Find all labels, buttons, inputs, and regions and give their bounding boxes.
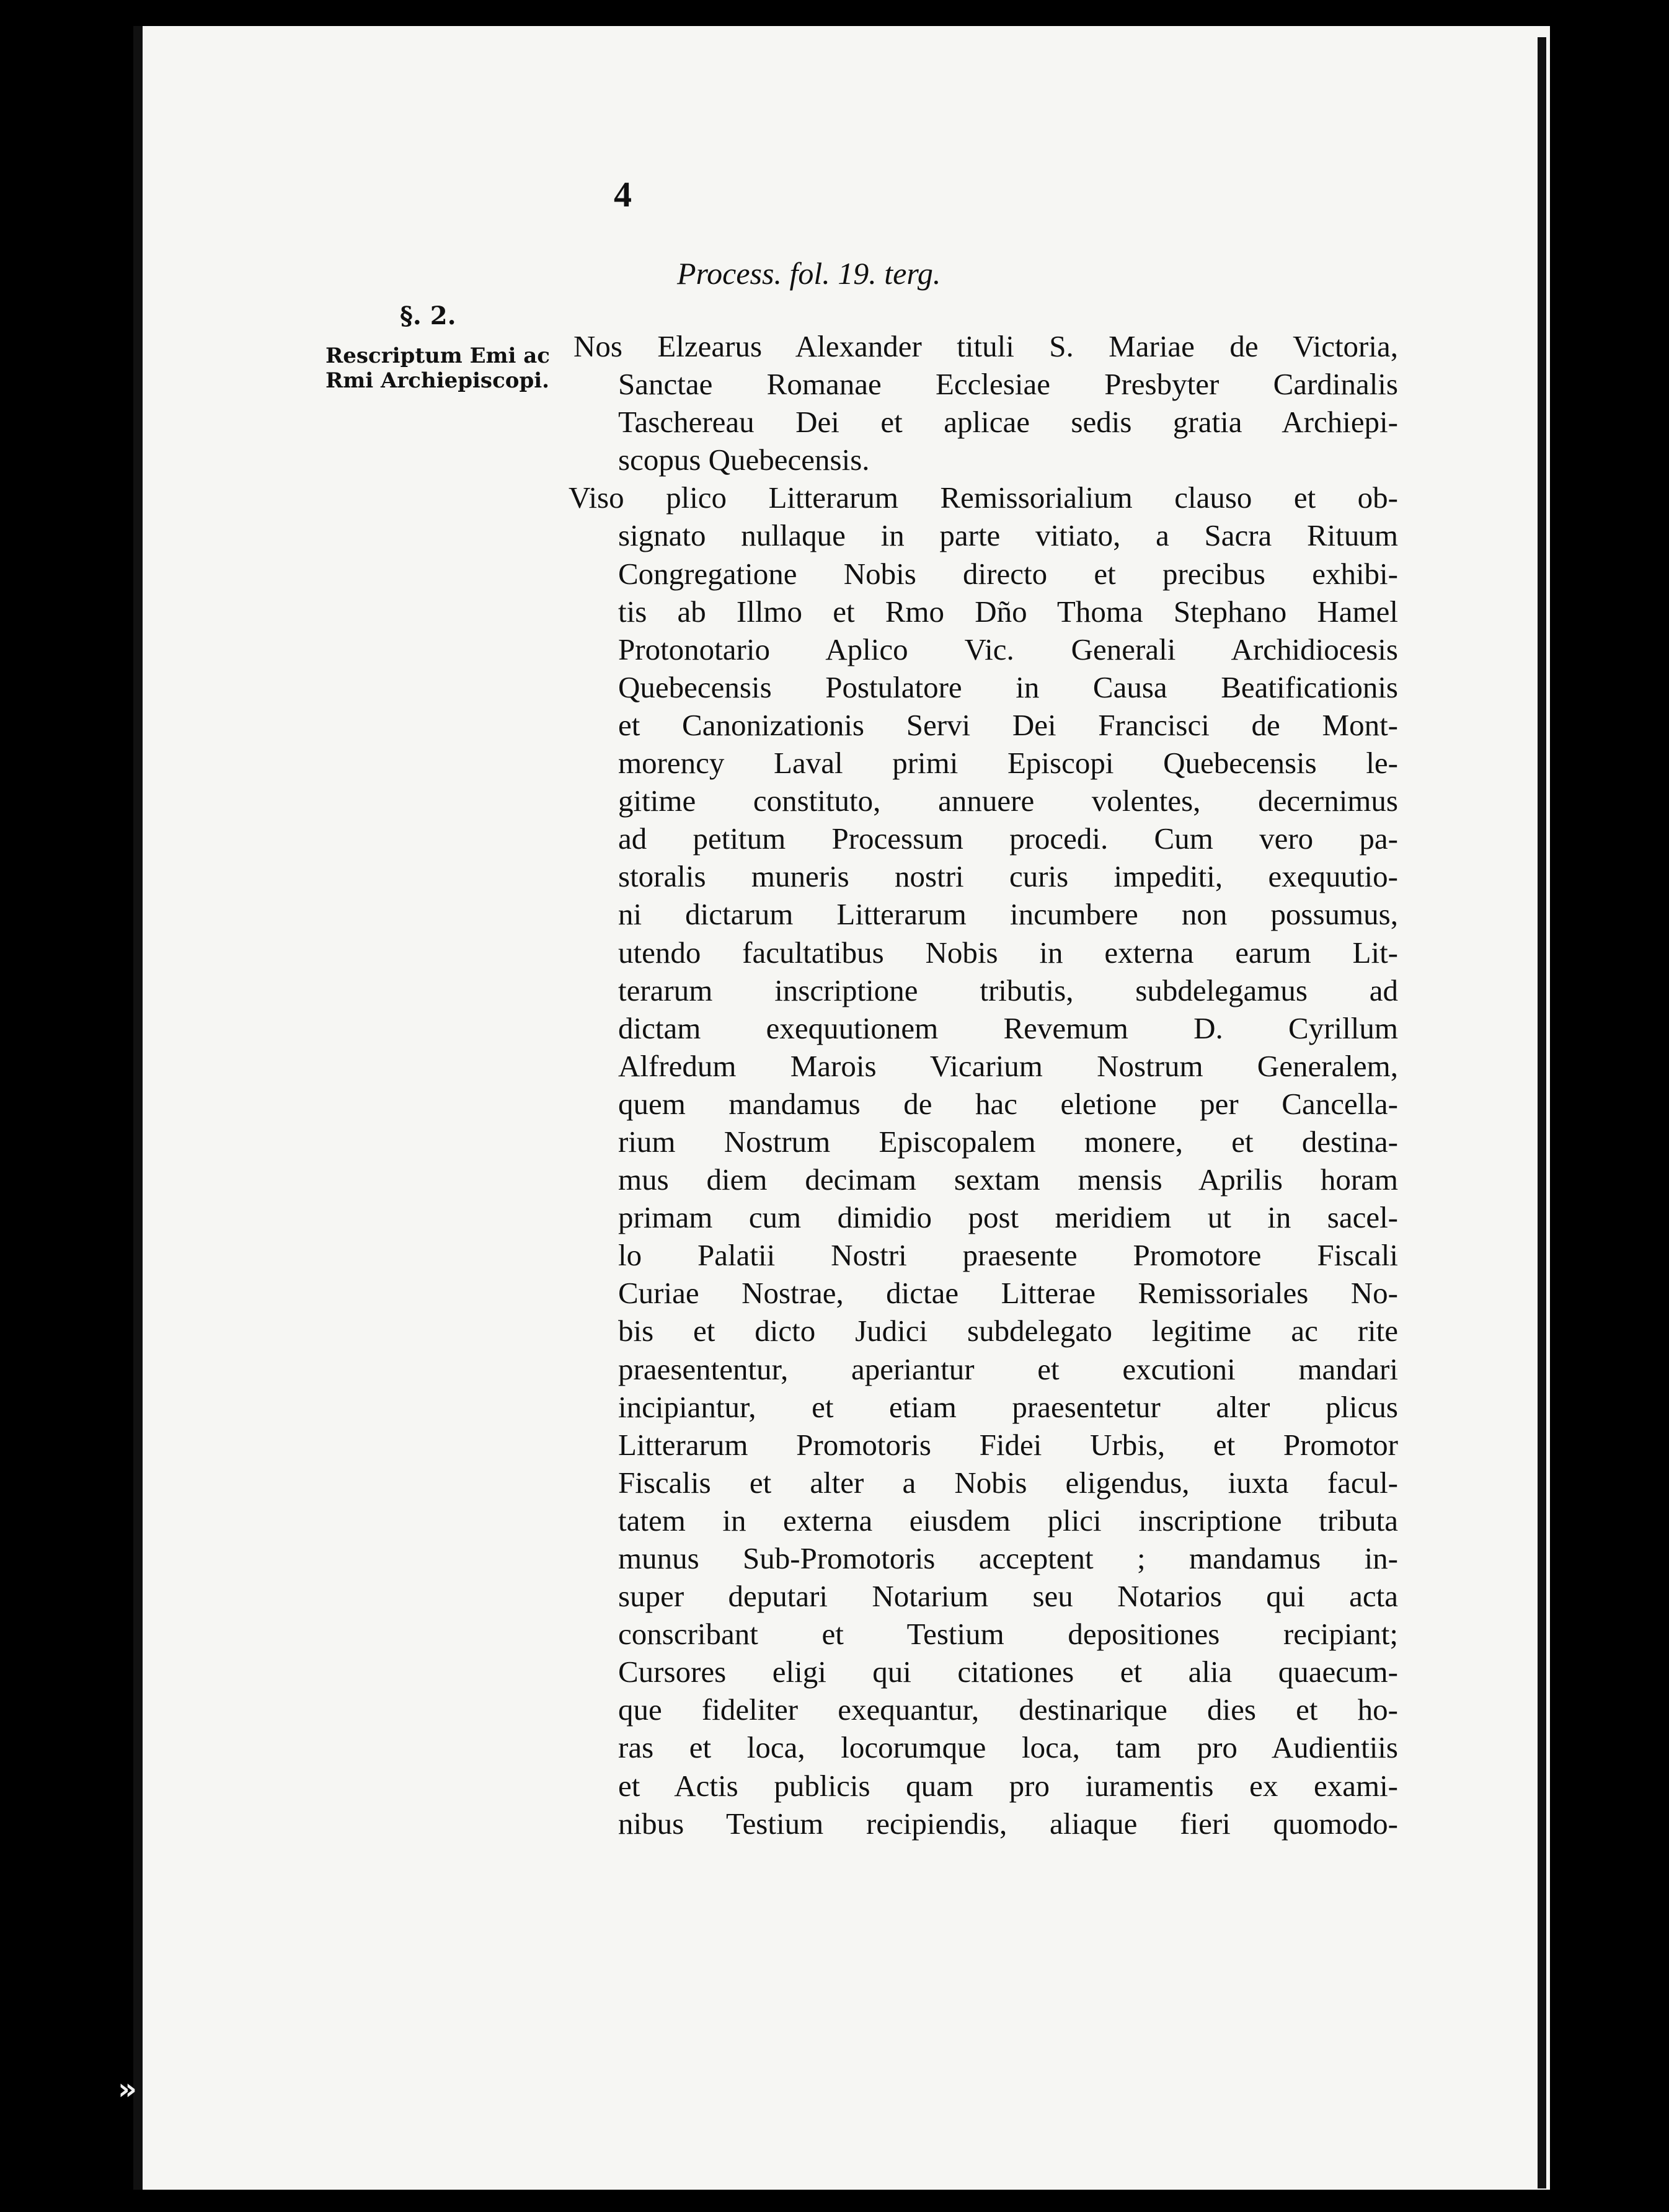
corner-mark: » — [118, 2072, 138, 2107]
text-line: rium Nostrum Episcopalem monere, et destina- — [618, 1124, 1398, 1159]
text-line: munus Sub-Promotoris acceptent ; mandamus in- — [618, 1541, 1398, 1575]
text-line: Viso plico Litterarum Remissorialium clauso et ob- — [569, 480, 1398, 515]
text-line: ni dictarum Litterarum incumbere non possumus, — [618, 897, 1398, 932]
text-line: Curiae Nostrae, dictae Litterae Remissoriales No- — [618, 1276, 1398, 1311]
process-reference: Process. fol. 19. terg. — [677, 256, 941, 291]
text-line: Sanctae Romanae Ecclesiae Presbyter Cardinalis — [618, 367, 1398, 402]
text-line: primam cum dimidio post meridiem ut in sacel- — [618, 1200, 1398, 1235]
text-line: conscribant et Testium depositiones recipiant; — [618, 1617, 1398, 1652]
text-line: Protonotario Aplico Vic. Generali Archidiocesis — [618, 632, 1398, 666]
text-line: Litterarum Promotoris Fidei Urbis, et Promotor — [618, 1427, 1398, 1462]
text-line: scopus Quebecensis. — [618, 443, 870, 477]
text-line: Taschereau Dei et aplicae sedis gratia Archiepi- — [618, 405, 1398, 440]
text-line: incipiantur, et etiam praesentetur alter plicus — [618, 1389, 1398, 1424]
text-line: utendo facultatibus Nobis in externa earum Lit- — [618, 935, 1398, 970]
text-line: Alfredum Marois Vicarium Nostrum Generalem, — [618, 1048, 1398, 1083]
text-line: gitime constituto, annuere volentes, decernimus — [618, 784, 1398, 818]
text-line: Quebecensis Postulatore in Causa Beatificationis — [618, 670, 1398, 704]
text-line: lo Palatii Nostri praesente Promotore Fiscali — [618, 1238, 1398, 1273]
text-line: quem mandamus de hac eletione per Cancella- — [618, 1086, 1398, 1121]
text-line: terarum inscriptione tributis, subdelegamus ad — [618, 973, 1398, 1007]
text-line: super deputari Notarium seu Notarios qui acta — [618, 1579, 1398, 1614]
text-line: morency Laval primi Episcopi Quebecensis le- — [618, 746, 1398, 781]
text-line: Nos Elzearus Alexander tituli S. Mariae de Victoria, — [573, 329, 1398, 363]
text-line: tis ab Illmo et Rmo Dño Thoma Stephano Hamel — [618, 594, 1398, 629]
text-line: et Actis publicis quam pro iuramentis ex exami- — [618, 1768, 1398, 1803]
text-line: Cursores eligi qui citationes et alia quaecum- — [618, 1655, 1398, 1689]
text-line: dictam exequutionem Revemum D. Cyrillum — [618, 1011, 1398, 1045]
text-line: nibus Testium recipiendis, aliaque fieri quomodo- — [618, 1806, 1398, 1841]
scan-right-border — [1550, 0, 1562, 2212]
text-line: mus diem decimam sextam mensis Aprilis horam — [618, 1162, 1398, 1197]
page-number: 4 — [614, 174, 632, 215]
text-line: que fideliter exequantur, destinarique dies et ho- — [618, 1692, 1398, 1727]
margin-note-line: Rmi Archiepiscopi. — [325, 368, 549, 393]
section-mark: §. 2. — [400, 301, 456, 330]
text-line: tatem in externa eiusdem plici inscriptione tributa — [618, 1503, 1398, 1537]
text-line: et Canonizationis Servi Dei Francisci de Mont- — [618, 707, 1398, 742]
text-line: bis et dicto Judici subdelegato legitime ac rite — [618, 1314, 1398, 1348]
text-line: Congregatione Nobis directo et precibus exhibi- — [618, 556, 1398, 591]
text-line: ad petitum Processum procedi. Cum vero pa- — [618, 821, 1398, 856]
text-line: Fiscalis et alter a Nobis eligendus, iuxta facul- — [618, 1465, 1398, 1500]
margin-note-line: Rescriptum Emi ac — [325, 343, 550, 368]
text-line: signato nullaque in parte vitiato, a Sacra Rituum — [618, 518, 1398, 553]
text-line: ras et loca, locorumque loca, tam pro Audientiis — [618, 1730, 1398, 1765]
body-text — [569, 327, 1398, 1843]
text-line: praesententur, aperiantur et excutioni mandari — [618, 1352, 1398, 1386]
page-right-shadow — [1538, 37, 1546, 2188]
text-line: storalis muneris nostri curis impediti, exequutio- — [618, 859, 1398, 894]
